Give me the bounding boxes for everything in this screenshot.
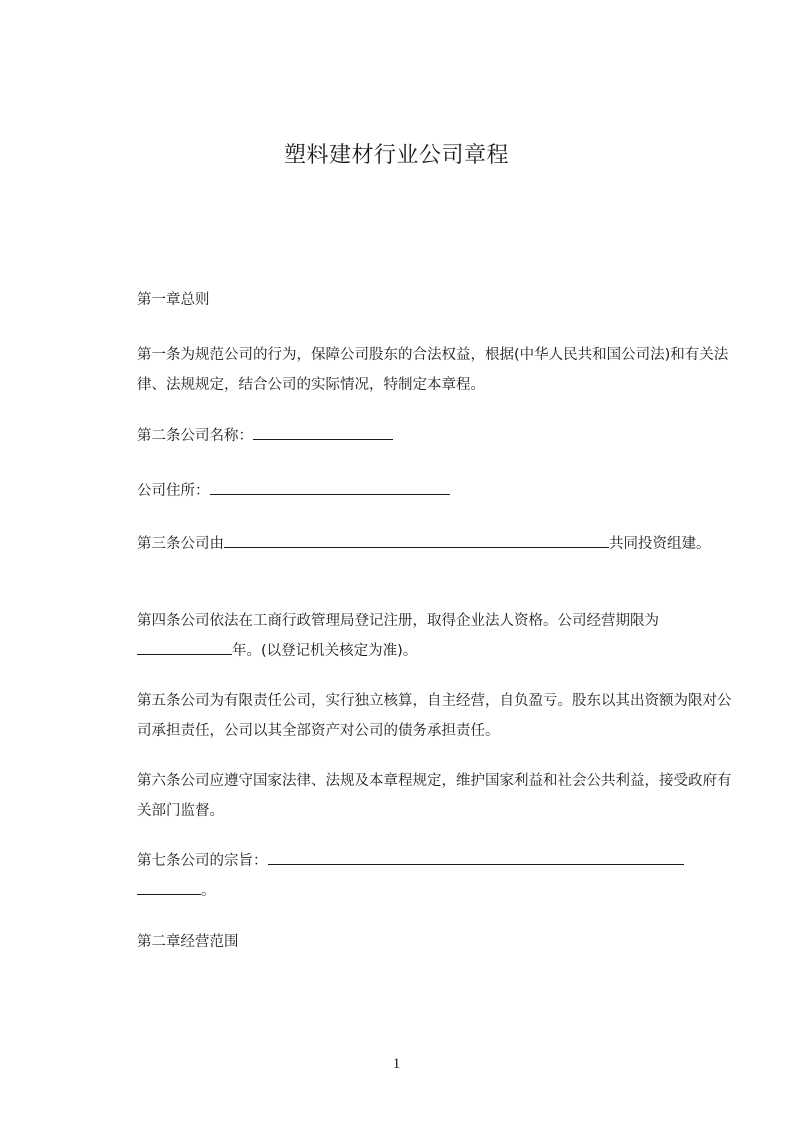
article-3-prefix: 第三条公司由 (137, 536, 224, 552)
investors-blank[interactable] (224, 532, 609, 548)
operating-term-blank[interactable] (137, 639, 232, 655)
company-name-blank[interactable] (253, 424, 393, 440)
company-purpose-blank-continued[interactable] (137, 879, 201, 895)
chapter-2-heading: 第二章经营范围 (137, 934, 239, 950)
article-4 (105, 606, 732, 666)
article-2 (105, 421, 732, 451)
article-3 (105, 529, 732, 559)
article-1: 第一条为规范公司的行为，保障公司股东的合法权益，根据(中华人民共和国公司法)和有关法律、法规规定，结合公司的实际情况，特制定本章程。 (137, 347, 729, 393)
article-6: 第六条公司应遵守国家法律、法规及本章程规定，维护国家利益和社会公共利益，接受政府有关部门监督。 (137, 773, 732, 819)
article-4-suffix: 年。(以登记机关核定为准)。 (232, 643, 418, 659)
address-label: 公司住所： (137, 483, 210, 499)
article-7-suffix: 。 (201, 883, 216, 899)
article-3-suffix: 共同投资组建。 (609, 536, 711, 552)
company-address-blank[interactable] (210, 479, 450, 495)
article-7 (105, 846, 732, 906)
document-title: 塑料建材行业公司章程 (283, 143, 509, 168)
article-7-prefix: 第七条公司的宗旨： (137, 853, 268, 869)
chapter-1-heading: 第一章总则 (137, 292, 210, 308)
article-5: 第五条公司为有限责任公司，实行独立核算，自主经营，自负盈亏。股东以其出资额为限对公司承担责任，公司以其全部资产对公司的债务承担责任。 (137, 693, 732, 739)
company-address (105, 476, 732, 506)
page-number: 1 (392, 1056, 401, 1072)
article-4-prefix: 第四条公司依法在工商行政管理局登记注册，取得企业法人资格。公司经营期限为 (137, 613, 659, 629)
article-2-label: 第二条公司名称： (137, 428, 253, 444)
company-purpose-blank[interactable] (268, 849, 684, 865)
